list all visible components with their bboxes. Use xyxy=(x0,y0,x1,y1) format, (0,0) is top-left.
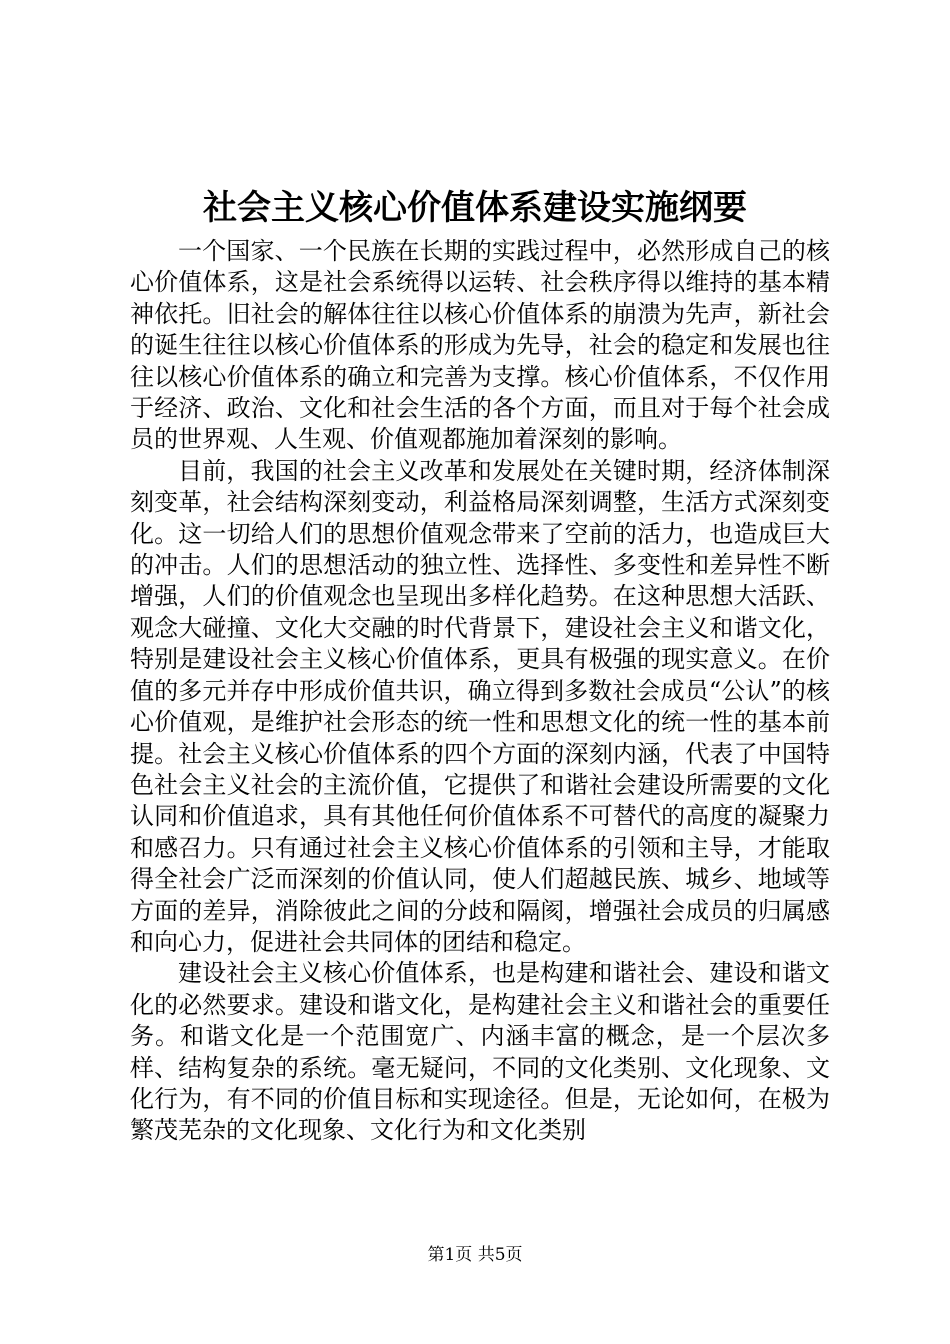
page-number-footer: 第1页 共5页 xyxy=(427,1245,523,1265)
paragraph-1: 一个国家、一个民族在长期的实践过程中，必然形成自己的核心价值体系，这是社会系统得以运转、社会秩序得以维持的基本精神依托。旧社会的解体往往以核心价值体系的崩溃为先声，新社会的诞生往往以核心价值体系的形成为先导，社会的稳定和发展也往往以核心价值体系的确立和完善为支撑。核心价值体系，不仅作用于经济、政治、文化和社会生活的各个方面，而且对于每个社会成员的世界观、人生观、价值观都施加着深刻的影响。 xyxy=(130,237,830,454)
paragraph-2: 目前，我国的社会主义改革和发展处在关键时期，经济体制深刻变革，社会结构深刻变动，利益格局深刻调整，生活方式深刻变化。这一切给人们的思想价值观念带来了空前的活力，也造成巨大的冲击。人们的思想活动的独立性、选择性、多变性和差异性不断增强，人们的价值观念也呈现出多样化趋势。在这种思想大活跃、观念大碰撞、文化大交融的时代背景下，建设社会主义和谐文化，特别是建设社会主义核心价值体系，更具有极强的现实意义。在价值的多元并存中形成价值共识，确立得到多数社会成员“公认”的核心价值观，是维护社会形态的统一性和思想文化的统一性的基本前提。社会主义核心价值体系的四个方面的深刻内涵，代表了中国特色社会主义社会的主流价值，它提供了和谐社会建设所需要的文化认同和价值追求，具有其他任何价值体系不可替代的高度的凝聚力和感召力。只有通过社会主义核心价值体系的引领和主导，才能取得全社会广泛而深刻的价值认同，使人们超越民族、城乡、地域等方面的差异，消除彼此之间的分歧和隔阂，增强社会成员的归属感和向心力，促进社会共同体的团结和稳定。 xyxy=(130,456,830,956)
paragraph-3: 建设社会主义核心价值体系，也是构建和谐社会、建设和谐文化的必然要求。建设和谐文化，是构建社会主义和谐社会的重要任务。和谐文化是一个范围宽广、内涵丰富的概念，是一个层次多样、结构复杂的系统。毫无疑问，不同的文化类别、文化现象、文化行为，有不同的价值目标和实现途径。但是，无论如何，在极为繁茂芜杂的文化现象、文化行为和文化类别 xyxy=(130,959,830,1145)
document-body xyxy=(130,236,830,1147)
document-title: 社会主义核心价值体系建设实施纲要 xyxy=(203,188,747,228)
